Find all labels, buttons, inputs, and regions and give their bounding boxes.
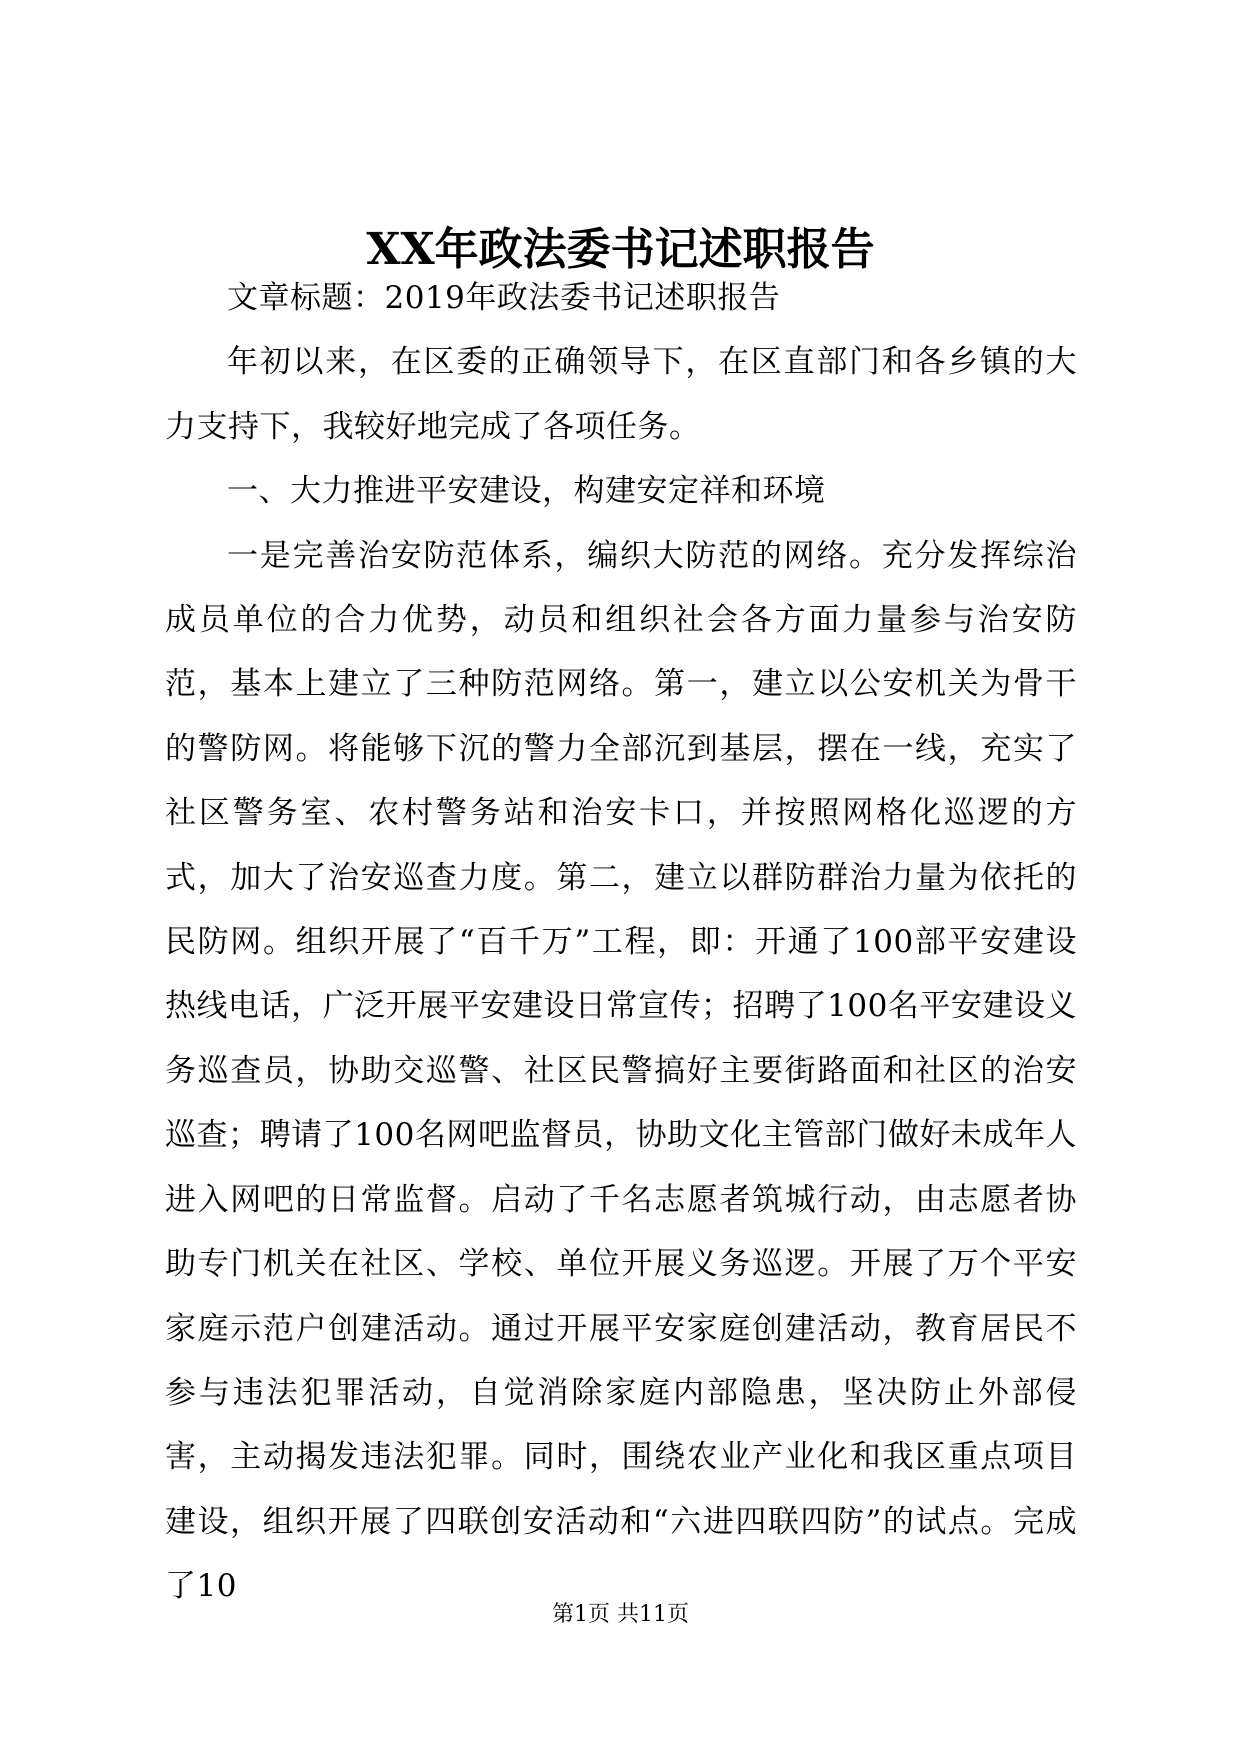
body-paragraph: 一是完善治安防范体系，编织大防范的网络。充分发挥综治成员单位的合力优势，动员和组织社会各方面力量参与治安防范，基本上建立了三种防范网络。第一，建立以公安机关为骨干的警防网。将能够下沉的警力全部沉到基层，摆在一线，充实了社区警务室、农村警务站和治安卡口，并按照网格化巡逻的方式，加大了治安巡查力度。第二，建立以群防群治力量为依托的民防网。组织开展了“百千万”工程，即：开通了100部平安建设热线电话，广泛开展平安建设日常宣传；招聘了100名平安建设义务巡查员，协助交巡警、社区民警搞好主要街路面和社区的治安巡查；聘请了100名网吧监督员，协助文化主管部门做好未成年人进入网吧的日常监督。启动了千名志愿者筑城行动，由志愿者协助专门机关在社区、学校、单位开展义务巡逻。开展了万个平安家庭示范户创建活动。通过开展平安家庭创建活动，教育居民不参与违法犯罪活动，自觉消除家庭内部隐患，坚决防止外部侵害，主动揭发违法犯罪。同时，围绕农业产业化和我区重点项目建设，组织开展了四联创安活动和“六进四联四防”的试点。完成了10 bbox=[165, 537, 1077, 1605]
intro-paragraph: 年初以来，在区委的正确领导下，在区直部门和各乡镇的大力支持下，我较好地完成了各项任务。 bbox=[165, 344, 1077, 445]
document-title: XX年政法委书记述职报告 bbox=[366, 224, 875, 275]
article-title-line: 文章标题：2019年政法委书记述职报告 bbox=[227, 280, 781, 316]
section-heading: 一、大力推进平安建设，构建安定祥和环境 bbox=[227, 473, 826, 510]
document-body bbox=[165, 266, 1077, 1619]
page-footer: 第1页 共11页 bbox=[552, 1602, 689, 1627]
